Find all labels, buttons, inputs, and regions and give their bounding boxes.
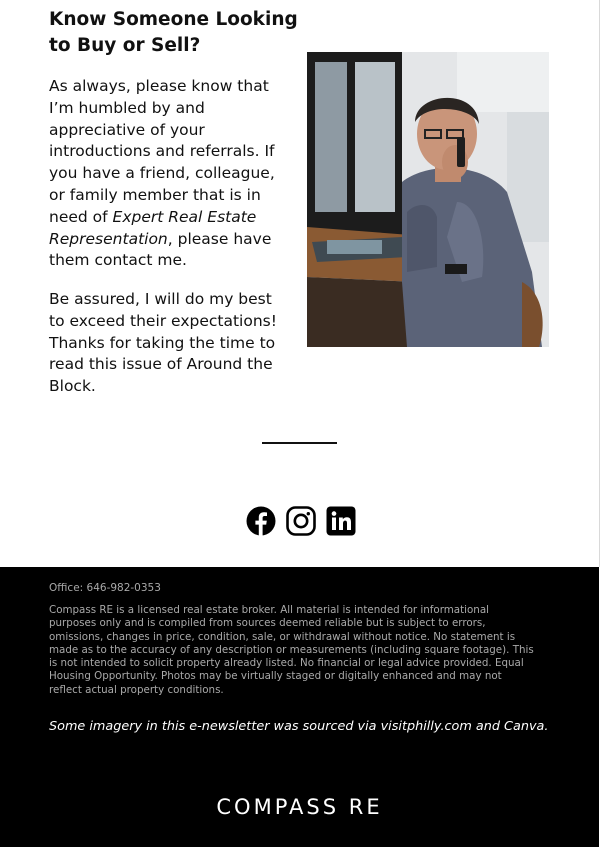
imagery-credit: Some imagery in this e-newsletter was sourced via visitphilly.com and Canva. [49,719,549,734]
instagram-icon [286,506,316,536]
closing-paragraph: Be assured, I will do my best to exceed their expectations! Thanks for taking the time to read this issue of Around the Block. [49,290,277,396]
photo-illustration [307,52,549,347]
facebook-icon [246,506,276,536]
referral-text-italic: Expert Real Estate Representation [49,207,257,248]
referral-text-start: As always, please know that I’m humbled by and appreciative of your introductions and referrals. If you have a friend, colleague, or family member that is in need of [49,77,275,226]
referral-text-end: , please have them contact me. [49,229,272,270]
linkedin-icon [326,506,356,536]
facebook-link[interactable] [246,506,276,536]
compass-logo[interactable]: COMPASS RE [216,795,383,819]
instagram-link[interactable] [286,506,316,536]
article-heading: Know Someone Looking to Buy or Sell? [49,9,298,56]
legal-disclaimer: Compass RE is a licensed real estate broker. All material is intended for informational purposes only and is compiled from sources deemed reliable but is subject to errors, omissions, changes in price, condition, sale, or withdrawal without notice. No statement is made as to the accuracy of any description or measurements (including square footage). This is not intended to solicit property already listed. No financial or legal advice provided. Equal Housing Opportunity. Photos may be virtually staged or digitally enhanced and may not reflect actual property conditions. [49,604,534,696]
social-links [246,505,354,537]
man-on-phone-photo [307,52,549,347]
referral-paragraph [49,76,291,272]
office-phone: Office: 646-982-0353 [49,582,161,594]
linkedin-link[interactable] [326,506,356,536]
footer [0,567,599,847]
section-divider [262,442,337,444]
